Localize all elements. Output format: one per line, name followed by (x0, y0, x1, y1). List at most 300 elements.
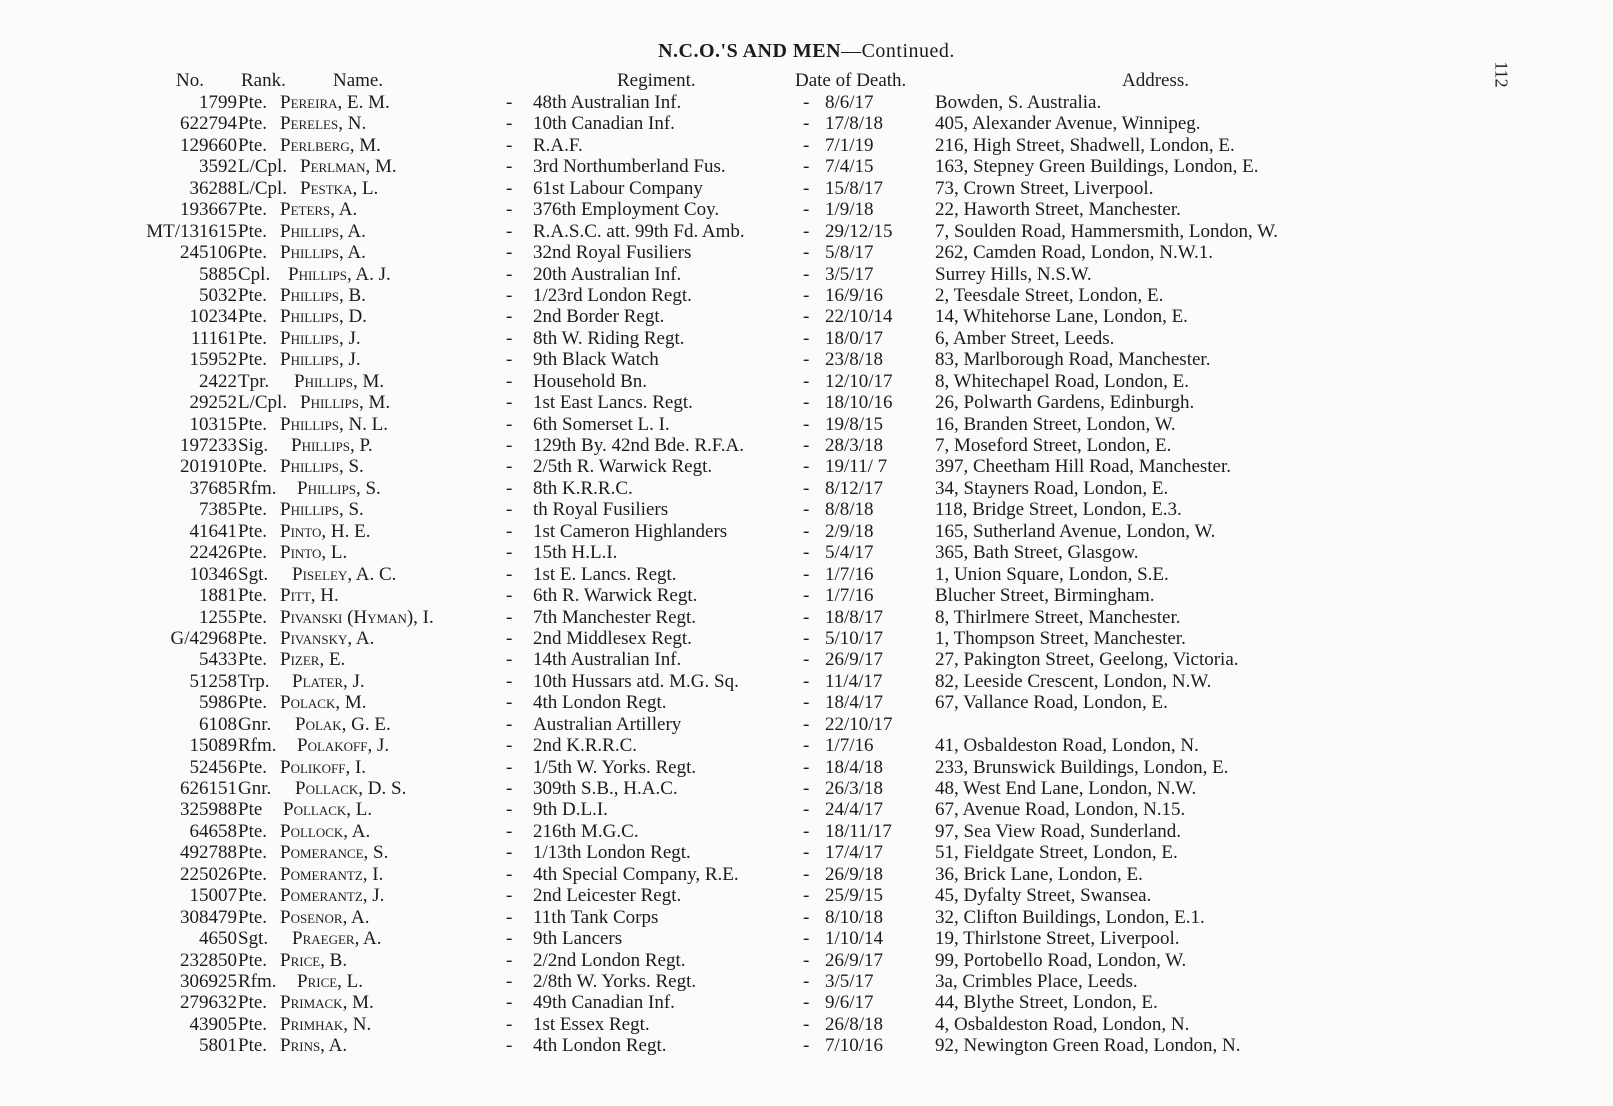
rank: Pte. (238, 220, 268, 242)
regiment: 2nd K.R.R.C. (533, 735, 637, 757)
rank: Pte. (238, 949, 268, 971)
date-of-death: 28/3/18 (825, 435, 884, 456)
regiment: 9th Black Watch (533, 349, 659, 371)
date-of-death: 18/10/16 (825, 392, 893, 414)
service-number: 15007 (189, 885, 237, 907)
rank: Rfm. (238, 970, 277, 992)
name: Polak, G. E. (295, 713, 391, 735)
table-row (0, 607, 1613, 628)
address: 165, Sutherland Avenue, London, W. (935, 520, 1216, 542)
date-of-death: 7/1/19 (825, 134, 874, 156)
name: Phillips, N. L. (280, 413, 389, 435)
leader-dash: - (803, 928, 810, 950)
date-of-death: 26/9/17 (825, 649, 884, 671)
date-of-death: 1/7/16 (825, 563, 874, 585)
service-number: 308479 (180, 906, 237, 928)
leader-dash: - (506, 1035, 513, 1057)
date-of-death: 18/11/17 (825, 820, 892, 842)
leader-dash: - (506, 928, 513, 950)
column-header-rank: Rank. (241, 70, 286, 91)
name: Prins, A. (280, 1035, 348, 1057)
leader-dash: - (803, 392, 810, 414)
leader-dash: - (803, 435, 810, 456)
rank: Pte. (238, 649, 268, 671)
column-header-no: No. (176, 70, 204, 91)
date-of-death: 24/4/17 (825, 799, 884, 821)
table-row (0, 735, 1613, 756)
address: 8, Thirlmere Street, Manchester. (935, 606, 1181, 628)
leader-dash: - (506, 242, 513, 264)
address: 51, Fieldgate Street, London, E. (935, 842, 1178, 864)
leader-dash: - (506, 1013, 513, 1035)
name: Pivanski (Hyman), I. (280, 606, 434, 628)
leader-dash: - (803, 563, 810, 585)
regiment: 10th Canadian Inf. (533, 113, 675, 135)
date-of-death: 3/5/17 (825, 263, 874, 285)
service-number: 43905 (189, 1013, 237, 1035)
regiment: 2nd Border Regt. (533, 306, 665, 328)
table-row (0, 499, 1613, 520)
service-number: 15089 (189, 735, 237, 757)
date-of-death: 1/7/16 (825, 735, 874, 757)
regiment: Household Bn. (533, 370, 647, 392)
regiment: 6th R. Warwick Regt. (533, 585, 698, 607)
regiment: 6th Somerset L. I. (533, 413, 670, 435)
leader-dash: - (803, 327, 810, 349)
regiment: 3rd Northumberland Fus. (533, 156, 726, 178)
table-row (0, 950, 1613, 971)
address: 48, West End Lane, London, N.W. (935, 778, 1197, 799)
service-number: 1881 (199, 585, 237, 607)
name: Pivansky, A. (280, 627, 375, 649)
date-of-death: 15/8/17 (825, 177, 884, 199)
table-row (0, 371, 1613, 392)
service-number: 37685 (189, 477, 237, 499)
rank: Pte. (238, 1035, 268, 1057)
date-of-death: 12/10/17 (825, 370, 893, 392)
date-of-death: 3/5/17 (825, 970, 874, 992)
name: Phillips, S. (297, 477, 381, 499)
leader-dash: - (506, 349, 513, 371)
regiment: 15th H.L.I. (533, 542, 618, 564)
leader-dash: - (803, 949, 810, 971)
name: Phillips, A. (280, 220, 366, 242)
name: Price, B. (280, 949, 348, 971)
rank: Rfm. (238, 735, 277, 757)
rank: Pte. (238, 113, 268, 135)
rank: L/Cpl. (238, 392, 288, 414)
roll-list (0, 92, 1613, 1057)
service-number: 5986 (199, 692, 237, 714)
date-of-death: 17/8/18 (825, 113, 884, 135)
leader-dash: - (803, 477, 810, 499)
rank: Pte. (238, 820, 268, 842)
rank: Sig. (238, 435, 269, 456)
regiment: 10th Hussars atd. M.G. Sq. (533, 670, 739, 692)
service-number: 36288 (189, 177, 237, 199)
name: Pollack, D. S. (295, 778, 407, 799)
address: 3a, Crimbles Place, Leeds. (935, 970, 1138, 992)
leader-dash: - (506, 799, 513, 821)
table-row (0, 113, 1613, 134)
leader-dash: - (506, 177, 513, 199)
name: Pomerance, S. (280, 842, 389, 864)
leader-dash: - (506, 627, 513, 649)
date-of-death: 18/4/18 (825, 756, 884, 778)
address: 7, Moseford Street, London, E. (935, 435, 1172, 456)
service-number: 201910 (180, 456, 237, 478)
address: 73, Crown Street, Liverpool. (935, 177, 1154, 199)
regiment: R.A.F. (533, 134, 583, 156)
rank: Rfm. (238, 477, 277, 499)
leader-dash: - (803, 649, 810, 671)
leader-dash: - (506, 477, 513, 499)
name: Phillips, S. (280, 456, 364, 478)
date-of-death: 5/4/17 (825, 542, 874, 564)
leader-dash: - (803, 156, 810, 178)
date-of-death: 26/9/17 (825, 949, 884, 971)
leader-dash: - (506, 735, 513, 757)
table-row (0, 306, 1613, 327)
leader-dash: - (506, 820, 513, 842)
regiment: 1/23rd London Regt. (533, 284, 692, 306)
service-number: 5433 (199, 649, 237, 671)
leader-dash: - (506, 392, 513, 414)
name: Praeger, A. (292, 928, 382, 950)
address: 216, High Street, Shadwell, London, E. (935, 134, 1235, 156)
name: Piseley, A. C. (292, 563, 397, 585)
leader-dash: - (803, 627, 810, 649)
leader-dash: - (803, 778, 810, 799)
service-number: 306925 (180, 970, 237, 992)
rank: Pte. (238, 992, 268, 1014)
rank: Pte. (238, 627, 268, 649)
address: 67, Avenue Road, London, N.15. (935, 799, 1186, 821)
date-of-death: 19/11/ 7 (825, 456, 888, 478)
table-row (0, 692, 1613, 713)
regiment: 8th W. Riding Regt. (533, 327, 685, 349)
rank: Pte. (238, 349, 268, 371)
regiment: R.A.S.C. att. 99th Fd. Amb. (533, 220, 745, 242)
service-number: 10315 (189, 413, 237, 435)
rank: Pte. (238, 456, 268, 478)
regiment: 49th Canadian Inf. (533, 992, 675, 1014)
rank: Pte. (238, 92, 268, 113)
regiment: 9th D.L.I. (533, 799, 608, 821)
service-number: 232850 (180, 949, 237, 971)
rank: Pte. (238, 756, 268, 778)
date-of-death: 11/4/17 (825, 670, 883, 692)
service-number: G/42968 (170, 627, 237, 649)
leader-dash: - (506, 327, 513, 349)
service-number: 129660 (180, 134, 237, 156)
rank: Pte. (238, 306, 268, 328)
table-row (0, 1035, 1613, 1056)
service-number: 10234 (189, 306, 237, 328)
leader-dash: - (506, 906, 513, 928)
date-of-death: 18/0/17 (825, 327, 884, 349)
rank: Pte. (238, 842, 268, 864)
service-number: 1799 (199, 92, 237, 113)
column-header-date: Date of Death. (795, 70, 907, 91)
date-of-death: 22/10/17 (825, 713, 893, 735)
regiment: 1st E. Lancs. Regt. (533, 563, 677, 585)
name: Phillips, P. (291, 435, 373, 456)
address: 1, Union Square, London, S.E. (935, 563, 1169, 585)
column-header-regiment: Regiment. (617, 70, 696, 91)
leader-dash: - (803, 370, 810, 392)
leader-dash: - (506, 306, 513, 328)
name: Pereles, N. (280, 113, 367, 135)
leader-dash: - (506, 199, 513, 221)
rank: Pte. (238, 585, 268, 607)
address: 262, Camden Road, London, N.W.1. (935, 242, 1213, 264)
name: Phillips, S. (280, 499, 364, 521)
rank: Pte. (238, 134, 268, 156)
service-number: 193667 (180, 199, 237, 221)
table-row (0, 885, 1613, 906)
rank: L/Cpl. (238, 156, 288, 178)
table-row (0, 992, 1613, 1013)
leader-dash: - (506, 778, 513, 799)
name: Polack, M. (280, 692, 367, 714)
leader-dash: - (506, 413, 513, 435)
name: Pestka, L. (300, 177, 379, 199)
address: 41, Osbaldeston Road, London, N. (935, 735, 1199, 757)
address: 27, Pakington Street, Geelong, Victoria. (935, 649, 1239, 671)
leader-dash: - (803, 906, 810, 928)
leader-dash: - (803, 756, 810, 778)
regiment: 2nd Middlesex Regt. (533, 627, 692, 649)
name: Pizer, E. (280, 649, 346, 671)
leader-dash: - (803, 735, 810, 757)
date-of-death: 18/8/17 (825, 606, 884, 628)
regiment: 14th Australian Inf. (533, 649, 682, 671)
rank: Pte. (238, 413, 268, 435)
name: Phillips, A. J. (288, 263, 391, 285)
regiment: 309th S.B., H.A.C. (533, 778, 678, 799)
address: 163, Stepney Green Buildings, London, E. (935, 156, 1259, 178)
name: Phillips, B. (280, 284, 366, 306)
leader-dash: - (506, 713, 513, 735)
date-of-death: 8/10/18 (825, 906, 884, 928)
address: 6, Amber Street, Leeds. (935, 327, 1115, 349)
leader-dash: - (803, 842, 810, 864)
service-number: 197233 (180, 435, 237, 456)
regiment: 2/2nd London Regt. (533, 949, 686, 971)
leader-dash: - (506, 113, 513, 135)
table-row (0, 285, 1613, 306)
name: Phillips, D. (280, 306, 367, 328)
service-number: 11161 (190, 327, 237, 349)
regiment: 1/5th W. Yorks. Regt. (533, 756, 697, 778)
regiment: 376th Employment Coy. (533, 199, 720, 221)
address: 14, Whitehorse Lane, London, E. (935, 306, 1188, 328)
leader-dash: - (803, 970, 810, 992)
date-of-death: 22/10/14 (825, 306, 893, 328)
name: Phillips, J. (280, 327, 361, 349)
address: 2, Teesdale Street, London, E. (935, 284, 1164, 306)
leader-dash: - (803, 306, 810, 328)
service-number: 64658 (189, 820, 237, 842)
name: Peters, A. (280, 199, 358, 221)
leader-dash: - (506, 992, 513, 1014)
rank: Pte. (238, 327, 268, 349)
address: 82, Leeside Crescent, London, N.W. (935, 670, 1212, 692)
service-number: 225026 (180, 863, 237, 885)
rank: Sgt. (238, 928, 269, 950)
table-row (0, 671, 1613, 692)
regiment: 7th Manchester Regt. (533, 606, 697, 628)
table-row (0, 907, 1613, 928)
leader-dash: - (803, 413, 810, 435)
date-of-death: 16/9/16 (825, 284, 884, 306)
leader-dash: - (506, 756, 513, 778)
date-of-death: 5/10/17 (825, 627, 884, 649)
service-number: 29252 (189, 392, 237, 414)
regiment: 1st Essex Regt. (533, 1013, 650, 1035)
leader-dash: - (506, 456, 513, 478)
leader-dash: - (506, 970, 513, 992)
address: 26, Polwarth Gardens, Edinburgh. (935, 392, 1195, 414)
service-number: 5032 (199, 284, 237, 306)
date-of-death: 1/7/16 (825, 585, 874, 607)
service-number: 2422 (199, 370, 237, 392)
leader-dash: - (803, 177, 810, 199)
leader-dash: - (803, 1035, 810, 1057)
date-of-death: 25/9/15 (825, 885, 884, 907)
table-row (0, 799, 1613, 820)
title-continued: —Continued. (841, 40, 955, 62)
name: Polikoff, I. (280, 756, 367, 778)
address: 99, Portobello Road, London, W. (935, 949, 1187, 971)
table-row (0, 585, 1613, 606)
date-of-death: 8/8/18 (825, 499, 874, 521)
table-row (0, 757, 1613, 778)
address: Surrey Hills, N.S.W. (935, 263, 1092, 285)
rank: Pte. (238, 520, 268, 542)
table-row (0, 221, 1613, 242)
table-row (0, 92, 1613, 113)
regiment: 1/13th London Regt. (533, 842, 691, 864)
table-row (0, 456, 1613, 477)
leader-dash: - (803, 585, 810, 607)
name: Primhak, N. (280, 1013, 372, 1035)
name: Primack, M. (280, 992, 374, 1014)
regiment: 2/5th R. Warwick Regt. (533, 456, 713, 478)
table-row (0, 628, 1613, 649)
table-row (0, 135, 1613, 156)
regiment: Australian Artillery (533, 713, 682, 735)
service-number: 15952 (189, 349, 237, 371)
leader-dash: - (506, 606, 513, 628)
service-number: 3592 (199, 156, 237, 178)
rank: Gnr. (238, 778, 272, 799)
leader-dash: - (803, 1013, 810, 1035)
regiment: 61st Labour Company (533, 177, 703, 199)
regiment: 9th Lancers (533, 928, 623, 950)
service-number: 52456 (189, 756, 237, 778)
service-number: 10346 (189, 563, 237, 585)
table-row (0, 349, 1613, 370)
service-number: 1255 (199, 606, 237, 628)
rank: Pte. (238, 284, 268, 306)
rank: L/Cpl. (238, 177, 288, 199)
address: 7, Soulden Road, Hammersmith, London, W. (935, 220, 1279, 242)
date-of-death: 23/8/18 (825, 349, 884, 371)
date-of-death: 26/9/18 (825, 863, 884, 885)
regiment: 32nd Royal Fusiliers (533, 242, 692, 264)
leader-dash: - (803, 349, 810, 371)
date-of-death: 29/12/15 (825, 220, 893, 242)
address: 22, Haworth Street, Manchester. (935, 199, 1181, 221)
leader-dash: - (803, 520, 810, 542)
table-row (0, 564, 1613, 585)
service-number: 4650 (199, 928, 237, 950)
date-of-death: 26/8/18 (825, 1013, 884, 1035)
table-row (0, 864, 1613, 885)
leader-dash: - (803, 92, 810, 113)
name: Pomerantz, J. (280, 885, 385, 907)
name: Plater, J. (292, 670, 365, 692)
leader-dash: - (803, 456, 810, 478)
address: 45, Dyfalty Street, Swansea. (935, 885, 1152, 907)
leader-dash: - (803, 713, 810, 735)
address: 83, Marlborough Road, Manchester. (935, 349, 1211, 371)
table-row (0, 435, 1613, 456)
address: 92, Newington Green Road, London, N. (935, 1035, 1241, 1057)
table-row (0, 842, 1613, 863)
service-number: 5885 (199, 263, 237, 285)
regiment: 20th Australian Inf. (533, 263, 682, 285)
date-of-death: 7/4/15 (825, 156, 874, 178)
rank: Trp. (238, 670, 270, 692)
address: 16, Branden Street, London, W. (935, 413, 1176, 435)
rank: Cpl. (238, 263, 271, 285)
leader-dash: - (506, 563, 513, 585)
rank: Pte. (238, 1013, 268, 1035)
table-row (0, 242, 1613, 263)
service-number: 41641 (189, 520, 237, 542)
leader-dash: - (803, 220, 810, 242)
rank: Pte. (238, 885, 268, 907)
table-row (0, 478, 1613, 499)
name: Price, L. (297, 970, 364, 992)
rank: Tpr. (238, 370, 270, 392)
rank: Pte. (238, 606, 268, 628)
address: 44, Blythe Street, London, E. (935, 992, 1158, 1014)
address: 67, Vallance Road, London, E. (935, 692, 1168, 714)
service-number: 51258 (189, 670, 237, 692)
regiment: 4th Special Company, R.E. (533, 863, 739, 885)
leader-dash: - (506, 156, 513, 178)
name: Pollock, A. (280, 820, 371, 842)
name: Phillips, M. (294, 370, 385, 392)
leader-dash: - (506, 670, 513, 692)
name: Phillips, J. (280, 349, 361, 371)
leader-dash: - (506, 585, 513, 607)
date-of-death: 7/10/16 (825, 1035, 884, 1057)
leader-dash: - (803, 499, 810, 521)
leader-dash: - (506, 649, 513, 671)
rank: Gnr. (238, 713, 272, 735)
leader-dash: - (803, 670, 810, 692)
table-row (0, 328, 1613, 349)
leader-dash: - (803, 113, 810, 135)
leader-dash: - (506, 499, 513, 521)
leader-dash: - (506, 692, 513, 714)
date-of-death: 26/3/18 (825, 778, 884, 799)
